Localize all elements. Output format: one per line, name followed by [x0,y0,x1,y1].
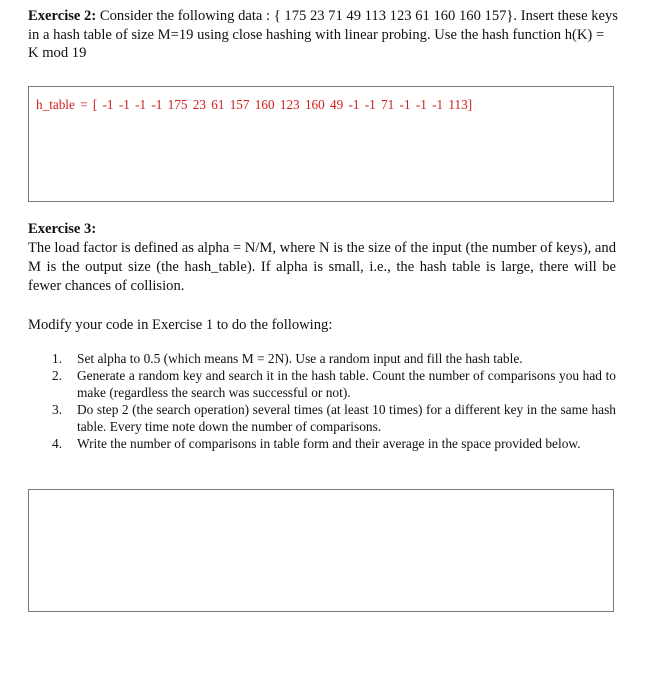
step-text: Do step 2 (the search operation) several times (at least 10 times) for a different key in the same hash table. Every time note down the number of comparisons. [77,402,616,434]
step-number: 2. [52,368,63,383]
hash-table-answer: h_table = [ -1 -1 -1 -1 175 23 61 157 160 123 160 49 -1 -1 71 -1 -1 -1 113] [36,97,473,112]
exercise-3-text: The load factor is defined as alpha = N/M, where N is the size of the input (the number of keys), and M is the output size (the hash_table). If alpha is small, i.e., the hash table is large, there will be fewer chances of collision. [28,240,616,294]
exercise-2-text: Consider the following data : { 175 23 71 49 113 123 61 160 160 157}. Insert these keys in a hash table of size M=19 using close hashing with linear probing. Use the hash function h(K) = K mod 19 [28,8,618,61]
list-item [52,367,616,401]
step-number: 3. [52,402,63,417]
step-number: 4. [52,436,63,451]
step-number: 1. [52,351,63,366]
step-text: Write the number of comparisons in table form and their average in the space provided below. [77,436,581,451]
step-text: Generate a random key and search it in the hash table. Count the number of comparisons you had to make (regardless the search was successful or not). [77,368,616,400]
exercise-2-paragraph [28,7,618,63]
exercise-3-title: Exercise 3: [28,221,97,237]
step-text: Set alpha to 0.5 (which means M = 2N). Use a random input and fill the hash table. [77,351,523,366]
steps-list [52,350,616,452]
list-item [52,401,616,435]
modify-instruction: Modify your code in Exercise 1 to do the following: [28,317,333,333]
exercise-2-title: Exercise 2: [28,8,97,24]
comparisons-answer-box[interactable] [28,489,614,612]
answer-box[interactable] [28,86,614,202]
list-item [52,435,616,452]
list-item [52,350,616,367]
exercise-3-section [28,220,616,296]
